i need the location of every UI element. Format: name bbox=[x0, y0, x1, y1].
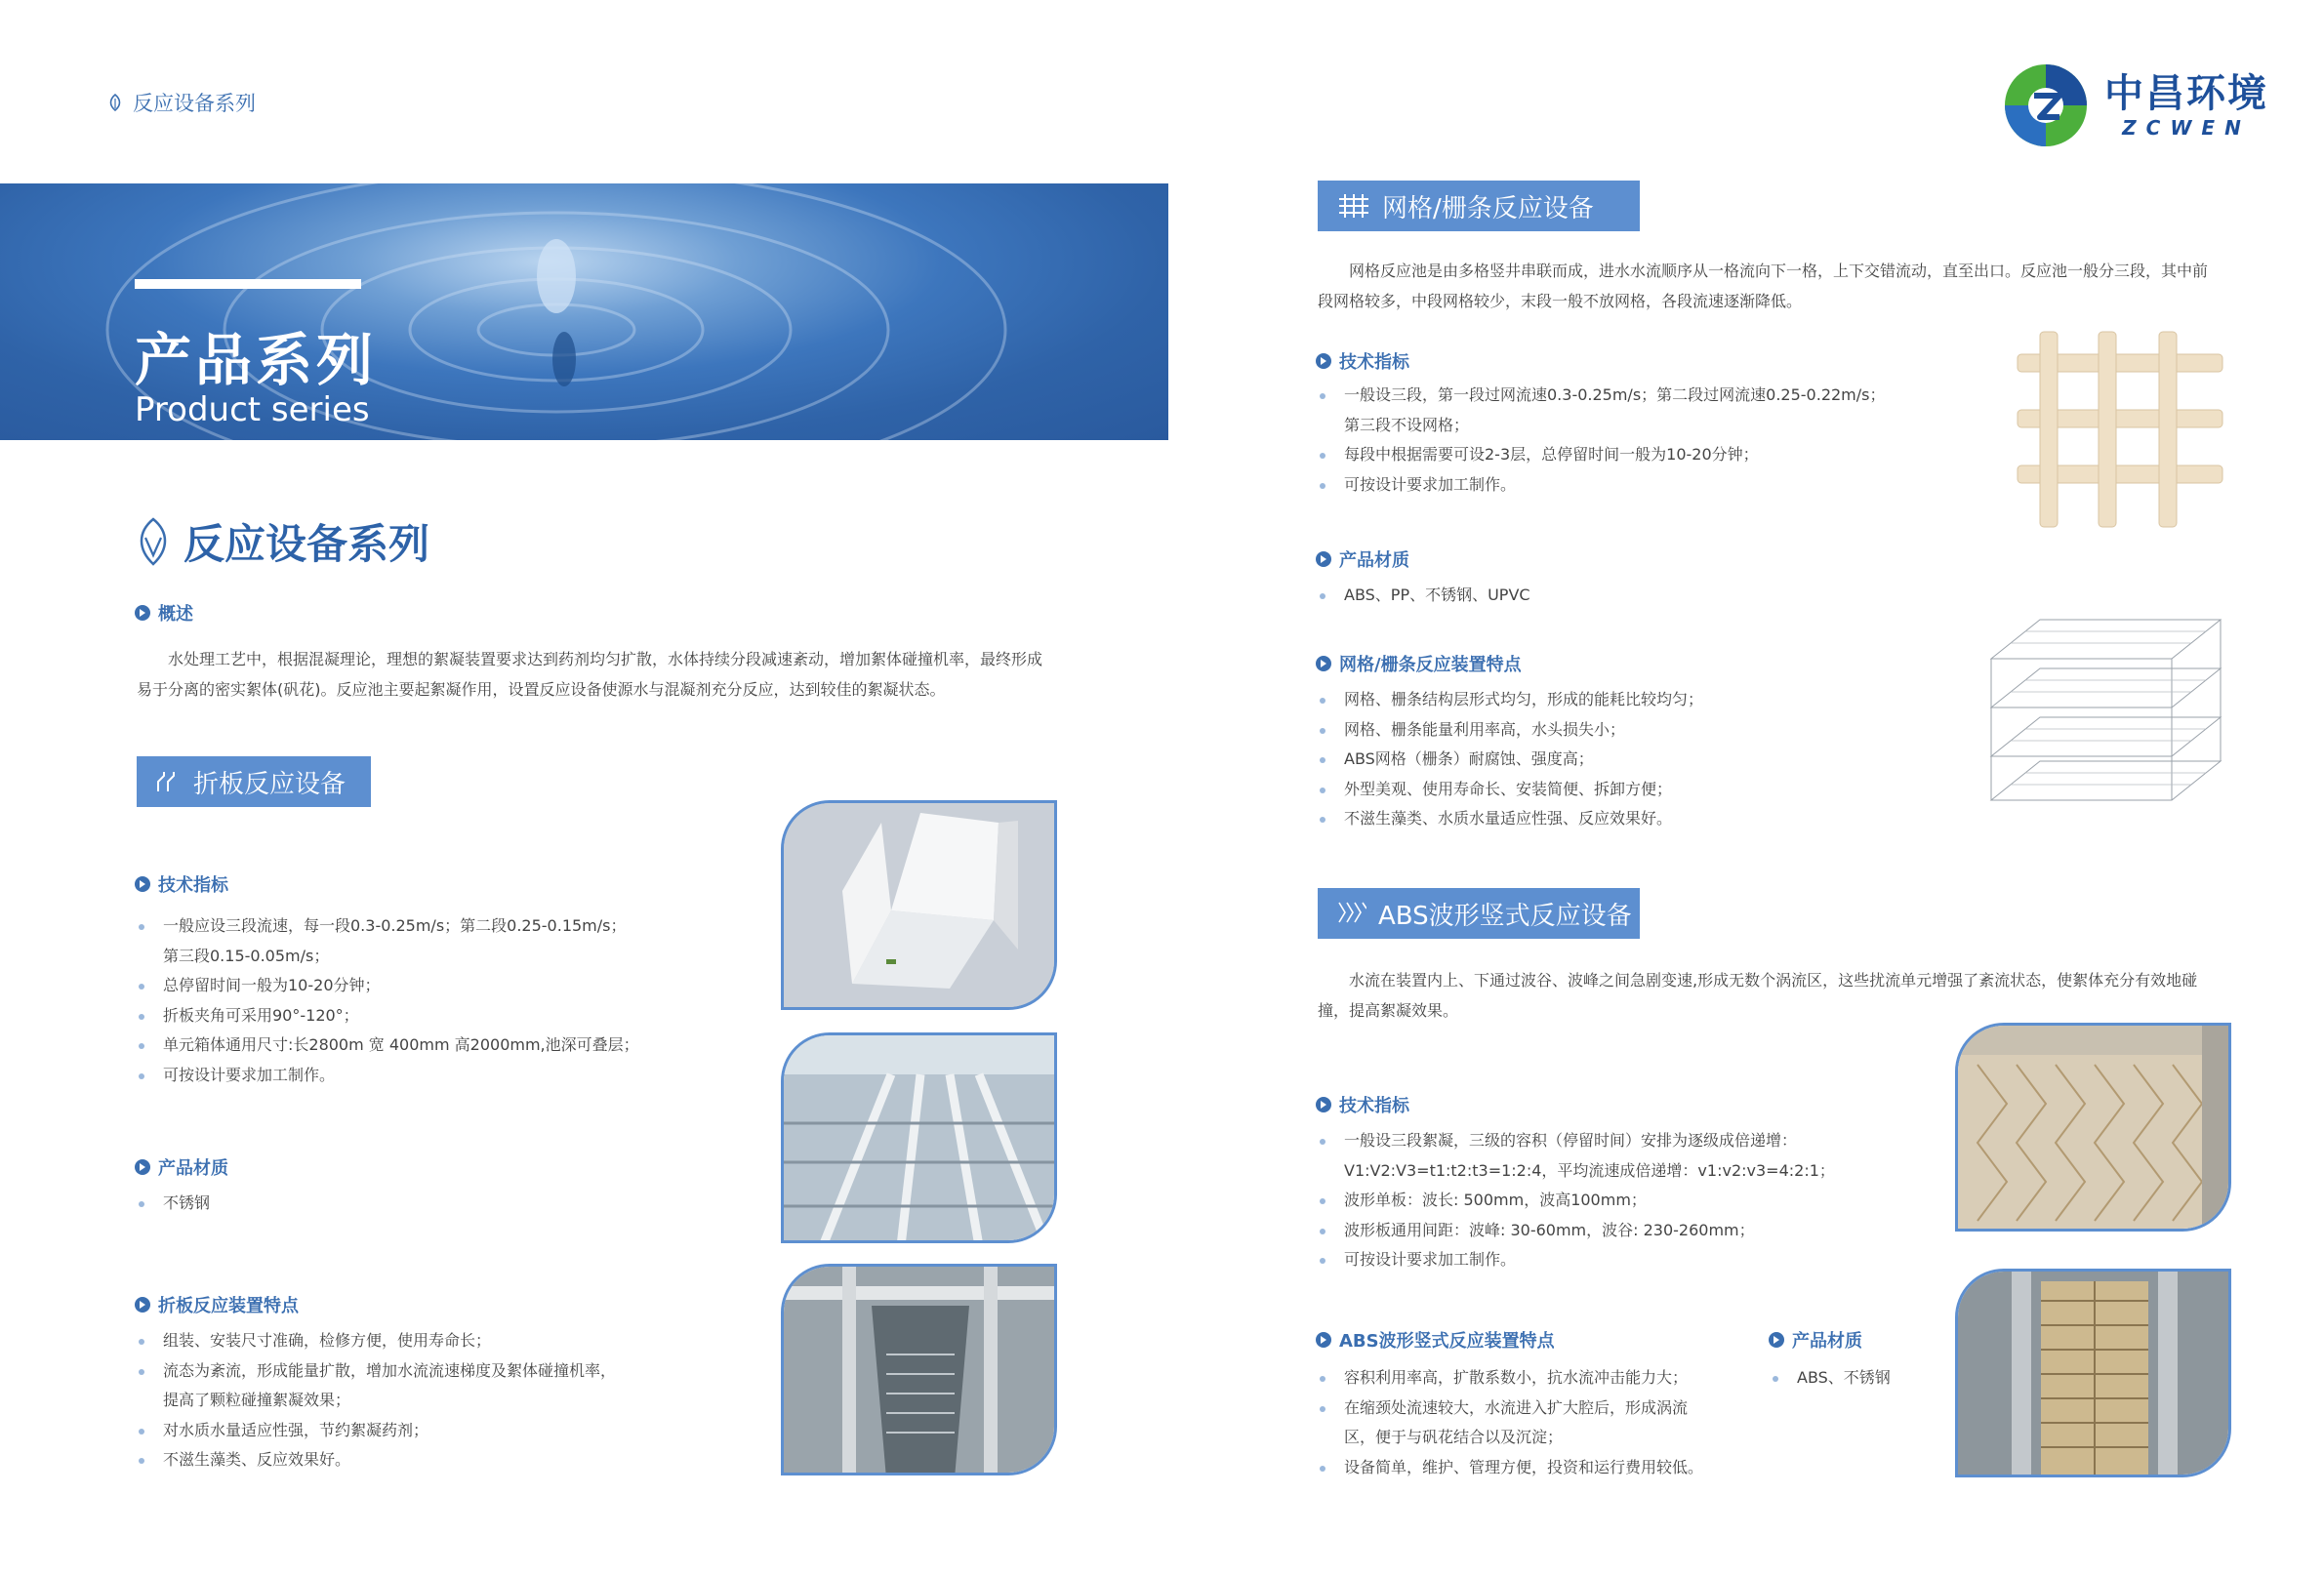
list-item: 网格、栅条结构层形式均匀，形成的能耗比较均匀； bbox=[1318, 685, 2001, 715]
grid-feature-heading: 网格/栅条反应装置特点 bbox=[1316, 651, 1522, 676]
list-item: 不滋生藻类、水质水量适应性强、反应效果好。 bbox=[1318, 804, 2001, 834]
banner-subtitle: Product series bbox=[135, 390, 370, 429]
list-item: 容积利用率高，扩散系数小，抗水流冲击能力大； bbox=[1318, 1363, 1776, 1394]
banner-accent-line bbox=[135, 279, 361, 289]
list-item: ABS网格（栅条）耐腐蚀、强度高； bbox=[1318, 745, 2001, 775]
list-item: ABS、不锈钢 bbox=[1771, 1363, 1966, 1394]
list-item: 外型美观、使用寿命长、安装简便、拆卸方便； bbox=[1318, 775, 2001, 805]
list-item: 折板夹角可采用90°-120°； bbox=[137, 1001, 742, 1031]
feature-heading: 折板反应装置特点 bbox=[135, 1292, 299, 1317]
list-item: 一般应设三段流速，每一段0.3-0.25m/s；第二段0.25-0.15m/s； bbox=[137, 911, 742, 942]
breadcrumb-label: 反应设备系列 bbox=[133, 92, 256, 115]
list-item: 流态为紊流，形成能量扩散，增加水流流速梯度及絮体碰撞机率， bbox=[137, 1356, 742, 1387]
overview-line: 易于分离的密实絮体(矾花)。反应池主要起絮凝作用，设置反应设备使源水与混凝剂充分反应，达到较佳的絮凝状态。 bbox=[137, 680, 946, 699]
list-item: 不滋生藻类、反应效果好。 bbox=[137, 1445, 742, 1475]
overview-heading: 概述 bbox=[135, 600, 193, 626]
arrow-bullet-icon bbox=[1316, 1332, 1331, 1348]
logo-english-name: ZCWEN bbox=[2122, 116, 2251, 140]
abs-intro-text bbox=[1318, 965, 2216, 1026]
abs-material-list bbox=[1771, 1363, 1966, 1394]
tech-heading: 技术指标 bbox=[135, 871, 228, 897]
list-item-continuation: V1:V2:V3=t1:t2:t3=1:2:4，平均流速成倍递增：v1:v2:v3=4:2:1； bbox=[1344, 1160, 1835, 1180]
stainless-tank-photo bbox=[781, 1032, 1057, 1243]
list-item: 组装、安装尺寸准确，检修方便，使用寿命长； bbox=[137, 1326, 742, 1356]
grid-intro-text bbox=[1318, 256, 2225, 316]
list-item: 波形单板：波长: 500mm，波高100mm； bbox=[1318, 1186, 1942, 1216]
list-item: 每段中根据需要可设2-3层，总停留时间一般为10-20分钟； bbox=[1318, 440, 2001, 470]
list-item: 可按设计要求加工制作。 bbox=[137, 1061, 742, 1091]
abs-tech-list bbox=[1318, 1126, 1942, 1275]
list-item: 波形板通用间距：波峰: 30-60mm，波谷: 230-260mm； bbox=[1318, 1216, 1942, 1246]
section-title bbox=[135, 512, 429, 571]
grid-feature-list bbox=[1318, 685, 2001, 834]
logo-chinese-name: 中昌环境 bbox=[2104, 71, 2268, 116]
list-item: 一般设三段絮凝，三级的容积（停留时间）安排为逐级成倍递增： bbox=[1318, 1126, 1942, 1156]
overview-text bbox=[137, 644, 1064, 705]
leaf-icon bbox=[107, 93, 123, 112]
arrow-bullet-icon bbox=[135, 1159, 150, 1175]
baffle-icon bbox=[156, 770, 182, 793]
logo-mark-icon bbox=[2001, 61, 2091, 150]
grid-material-list bbox=[1318, 581, 1806, 611]
reaction-tank-photo bbox=[781, 1264, 1057, 1475]
list-item-continuation: 第三段0.15-0.05m/s； bbox=[163, 946, 330, 965]
arrow-bullet-icon bbox=[1316, 656, 1331, 671]
layered-grid-diagram bbox=[1981, 615, 2225, 805]
arrow-bullet-icon bbox=[135, 1297, 150, 1313]
grid-tech-list bbox=[1318, 381, 2001, 500]
tab-baffle-reactor: 折板反应设备 bbox=[137, 756, 371, 807]
abs-feature-heading: ABS波形竖式反应装置特点 bbox=[1316, 1327, 1555, 1353]
banner-title: 产品系列 bbox=[135, 327, 378, 393]
section-title-text: 反应设备系列 bbox=[183, 520, 430, 568]
grid-icon bbox=[1337, 192, 1370, 220]
material-list bbox=[137, 1189, 429, 1219]
abs-intro-line: 撞，提高絮凝效果。 bbox=[1318, 1001, 1459, 1020]
list-item: 可按设计要求加工制作。 bbox=[1318, 470, 2001, 501]
list-item: 设备简单，维护、管理方便，投资和运行费用较低。 bbox=[1318, 1453, 1776, 1483]
arrow-bullet-icon bbox=[1316, 551, 1331, 567]
list-item-continuation: 区，便于与矾花结合以及沉淀； bbox=[1344, 1428, 1564, 1446]
list-item: 一般设三段，第一段过网流速0.3-0.25m/s；第二段过网流速0.25-0.22m/s； bbox=[1318, 381, 2001, 411]
list-item-continuation: 第三段不设网格； bbox=[1344, 415, 1470, 434]
company-logo bbox=[2001, 61, 2268, 150]
arrow-bullet-icon bbox=[1769, 1332, 1784, 1348]
arrow-bullet-icon bbox=[135, 876, 150, 892]
arrow-bullet-icon bbox=[135, 605, 150, 621]
abs-tank-install-photo bbox=[1955, 1269, 2231, 1477]
list-item: 网格、栅条能量利用率高，水头损失小； bbox=[1318, 715, 2001, 746]
grid-intro-line: 段网格较多，中段网格较少，末段一般不放网格，各段流速逐渐降低。 bbox=[1318, 292, 1803, 310]
arrow-bullet-icon bbox=[1316, 353, 1331, 369]
abs-material-heading: 产品材质 bbox=[1769, 1327, 1862, 1353]
abs-feature-list bbox=[1318, 1363, 1776, 1482]
breadcrumb bbox=[107, 88, 256, 117]
list-item: 总停留时间一般为10-20分钟； bbox=[137, 971, 742, 1001]
baffle-box-photo bbox=[781, 800, 1057, 1010]
list-item: 不锈钢 bbox=[137, 1189, 429, 1219]
list-item-continuation: 提高了颗粒碰撞絮凝效果； bbox=[163, 1391, 351, 1409]
wave-icon bbox=[1337, 901, 1366, 926]
leaf-icon bbox=[135, 516, 172, 567]
tab-abs-wave-reactor: ABS波形竖式反应设备 bbox=[1318, 888, 1640, 939]
list-item: 可按设计要求加工制作。 bbox=[1318, 1245, 1942, 1275]
grid-material-heading: 产品材质 bbox=[1316, 546, 1409, 572]
list-item: ABS、PP、不锈钢、UPVC bbox=[1318, 581, 1806, 611]
list-item: 在缩颈处流速较大，水流进入扩大腔后，形成涡流 bbox=[1318, 1394, 1776, 1424]
abs-intro-line: 水流在装置内上、下通过波谷、波峰之间急剧变速,形成无数个涡流区，这些扰流单元增强了紊流状态，使絮体充分有效地碰 bbox=[1349, 971, 2198, 990]
overview-line: 水处理工艺中，根据混凝理论，理想的絮凝装置要求达到药剂均匀扩散，水体持续分段减速紊动，增加絮体碰撞机率，最终形成 bbox=[168, 650, 1043, 668]
abs-wave-plate-photo bbox=[1955, 1023, 2231, 1232]
tab-grid-reactor: 网格/栅条反应设备 bbox=[1318, 181, 1640, 231]
list-item: 对水质水量适应性强，节约絮凝药剂； bbox=[137, 1416, 742, 1446]
abs-grid-panel-image bbox=[2013, 327, 2227, 532]
tech-list bbox=[137, 911, 742, 1090]
abs-tech-heading: 技术指标 bbox=[1316, 1092, 1409, 1117]
material-heading: 产品材质 bbox=[135, 1154, 228, 1180]
feature-list bbox=[137, 1326, 742, 1475]
list-item: 单元箱体通用尺寸:长2800m 宽 400mm 高2000mm,池深可叠层； bbox=[137, 1030, 742, 1061]
grid-intro-line: 网格反应池是由多格竖井串联而成，进水水流顺序从一格流向下一格，上下交错流动，直至出口。反应池一般分三段，其中前 bbox=[1349, 262, 2209, 280]
grid-tech-heading: 技术指标 bbox=[1316, 348, 1409, 374]
arrow-bullet-icon bbox=[1316, 1097, 1331, 1112]
